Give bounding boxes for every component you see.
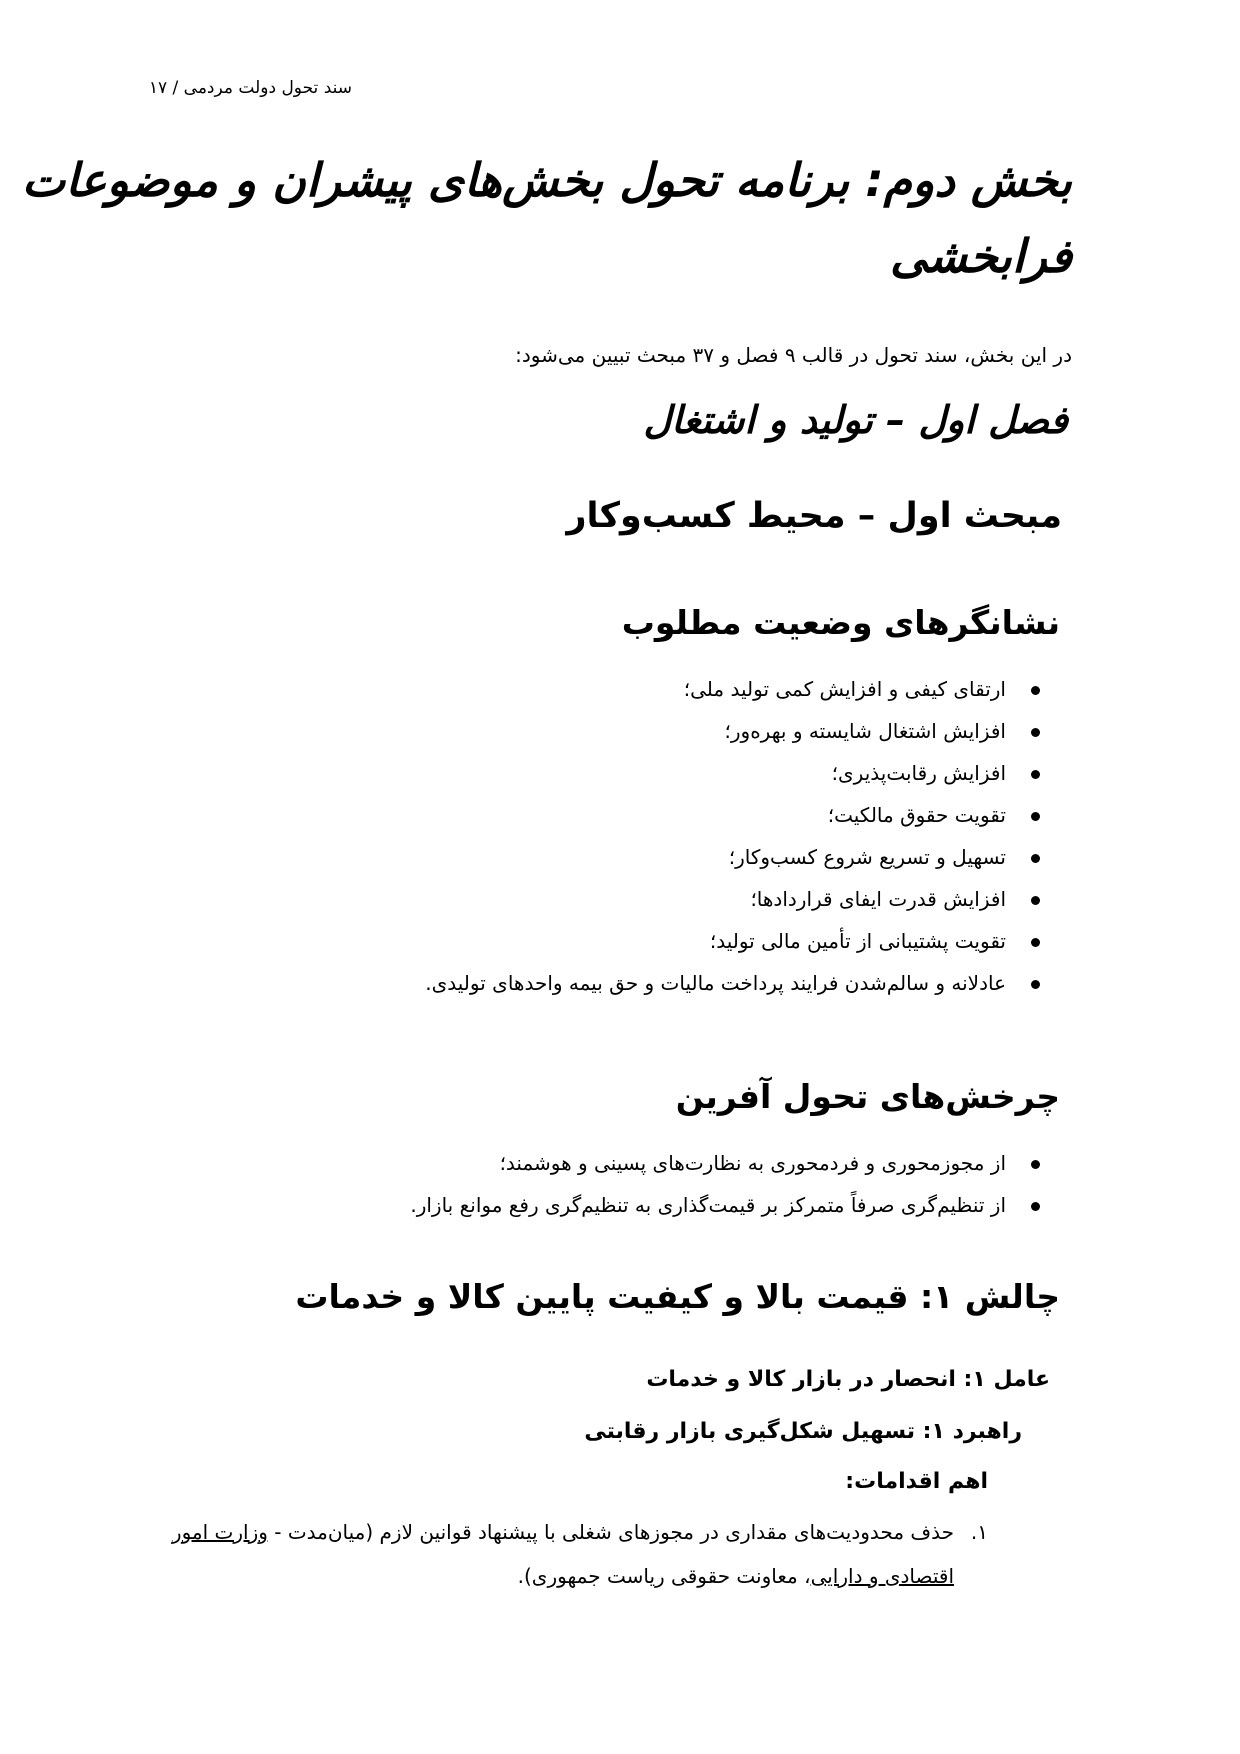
actions-label: اهم اقدامات:: [845, 1469, 988, 1494]
part-title-line-2: فرابخشی: [889, 229, 1072, 283]
shift-item: از مجوزمحوری و فردمحوری به نظارت‌های پسینی و هوشمند؛: [410, 1148, 1040, 1190]
chapter-title: فصل اول – تولید و اشتغال: [643, 398, 1068, 442]
shift-item: از تنظیم‌گری صرفاً متمرکز بر قیمت‌گذاری به تنظیم‌گری رفع موانع بازار.: [410, 1190, 1040, 1232]
action-text-after: ، معاونت حقوقی ریاست جمهوری).: [517, 1564, 811, 1588]
factor-title: عامل ۱: انحصار در بازار کالا و خدمات: [646, 1367, 1050, 1392]
indicator-item: ارتقای کیفی و افزایش کمی تولید ملی؛: [425, 674, 1040, 716]
part-intro: در این بخش، سند تحول در قالب ۹ فصل و ۳۷ مبحث تبیین می‌شود:: [515, 343, 1072, 367]
indicator-item: افزایش رقابت‌پذیری؛: [425, 758, 1040, 800]
challenge-heading: چالش ۱: قیمت بالا و کیفیت پایین کالا و خدمات: [295, 1277, 1060, 1316]
indicator-item: افزایش اشتغال شایسته و بهره‌ور؛: [425, 716, 1040, 758]
action-text-before: حذف محدودیت‌های مقداری در مجوزهای شغلی با پیشنهاد قوانین لازم (میان‌مدت -: [267, 1520, 954, 1544]
indicators-list: [425, 674, 1040, 1010]
topic-title: مبحث اول – محیط کسب‌وکار: [566, 496, 1062, 536]
indicator-item: عادلانه و سالم‌شدن فرایند پرداخت مالیات و حق بیمه واحدهای تولیدی.: [425, 968, 1040, 1010]
strategy-title: راهبرد ۱: تسهیل شکل‌گیری بازار رقابتی: [584, 1419, 1022, 1444]
shifts-heading: چرخش‌های تحول آفرین: [675, 1077, 1060, 1116]
indicator-item: افزایش قدرت ایفای قراردادها؛: [425, 884, 1040, 926]
indicators-heading: نشانگرهای وضعیت مطلوب: [621, 603, 1060, 642]
action-number: ۱.: [970, 1520, 988, 1544]
action-text: [128, 1510, 988, 1598]
indicator-item: تقویت حقوق مالکیت؛: [425, 800, 1040, 842]
responsible-body: وزارت امور اقتصادی و دارایی: [171, 1520, 954, 1588]
indicator-item: تقویت پشتیبانی از تأمین مالی تولید؛: [425, 926, 1040, 968]
running-header: سند تحول دولت مردمی / ۱۷: [148, 78, 352, 98]
action-item: [128, 1510, 988, 1598]
shifts-list: [410, 1148, 1040, 1232]
part-title-line-1: بخش دوم: برنامه تحول بخش‌های پیشران و موضوعات: [21, 153, 1072, 207]
indicator-item: تسهیل و تسریع شروع کسب‌وکار؛: [425, 842, 1040, 884]
